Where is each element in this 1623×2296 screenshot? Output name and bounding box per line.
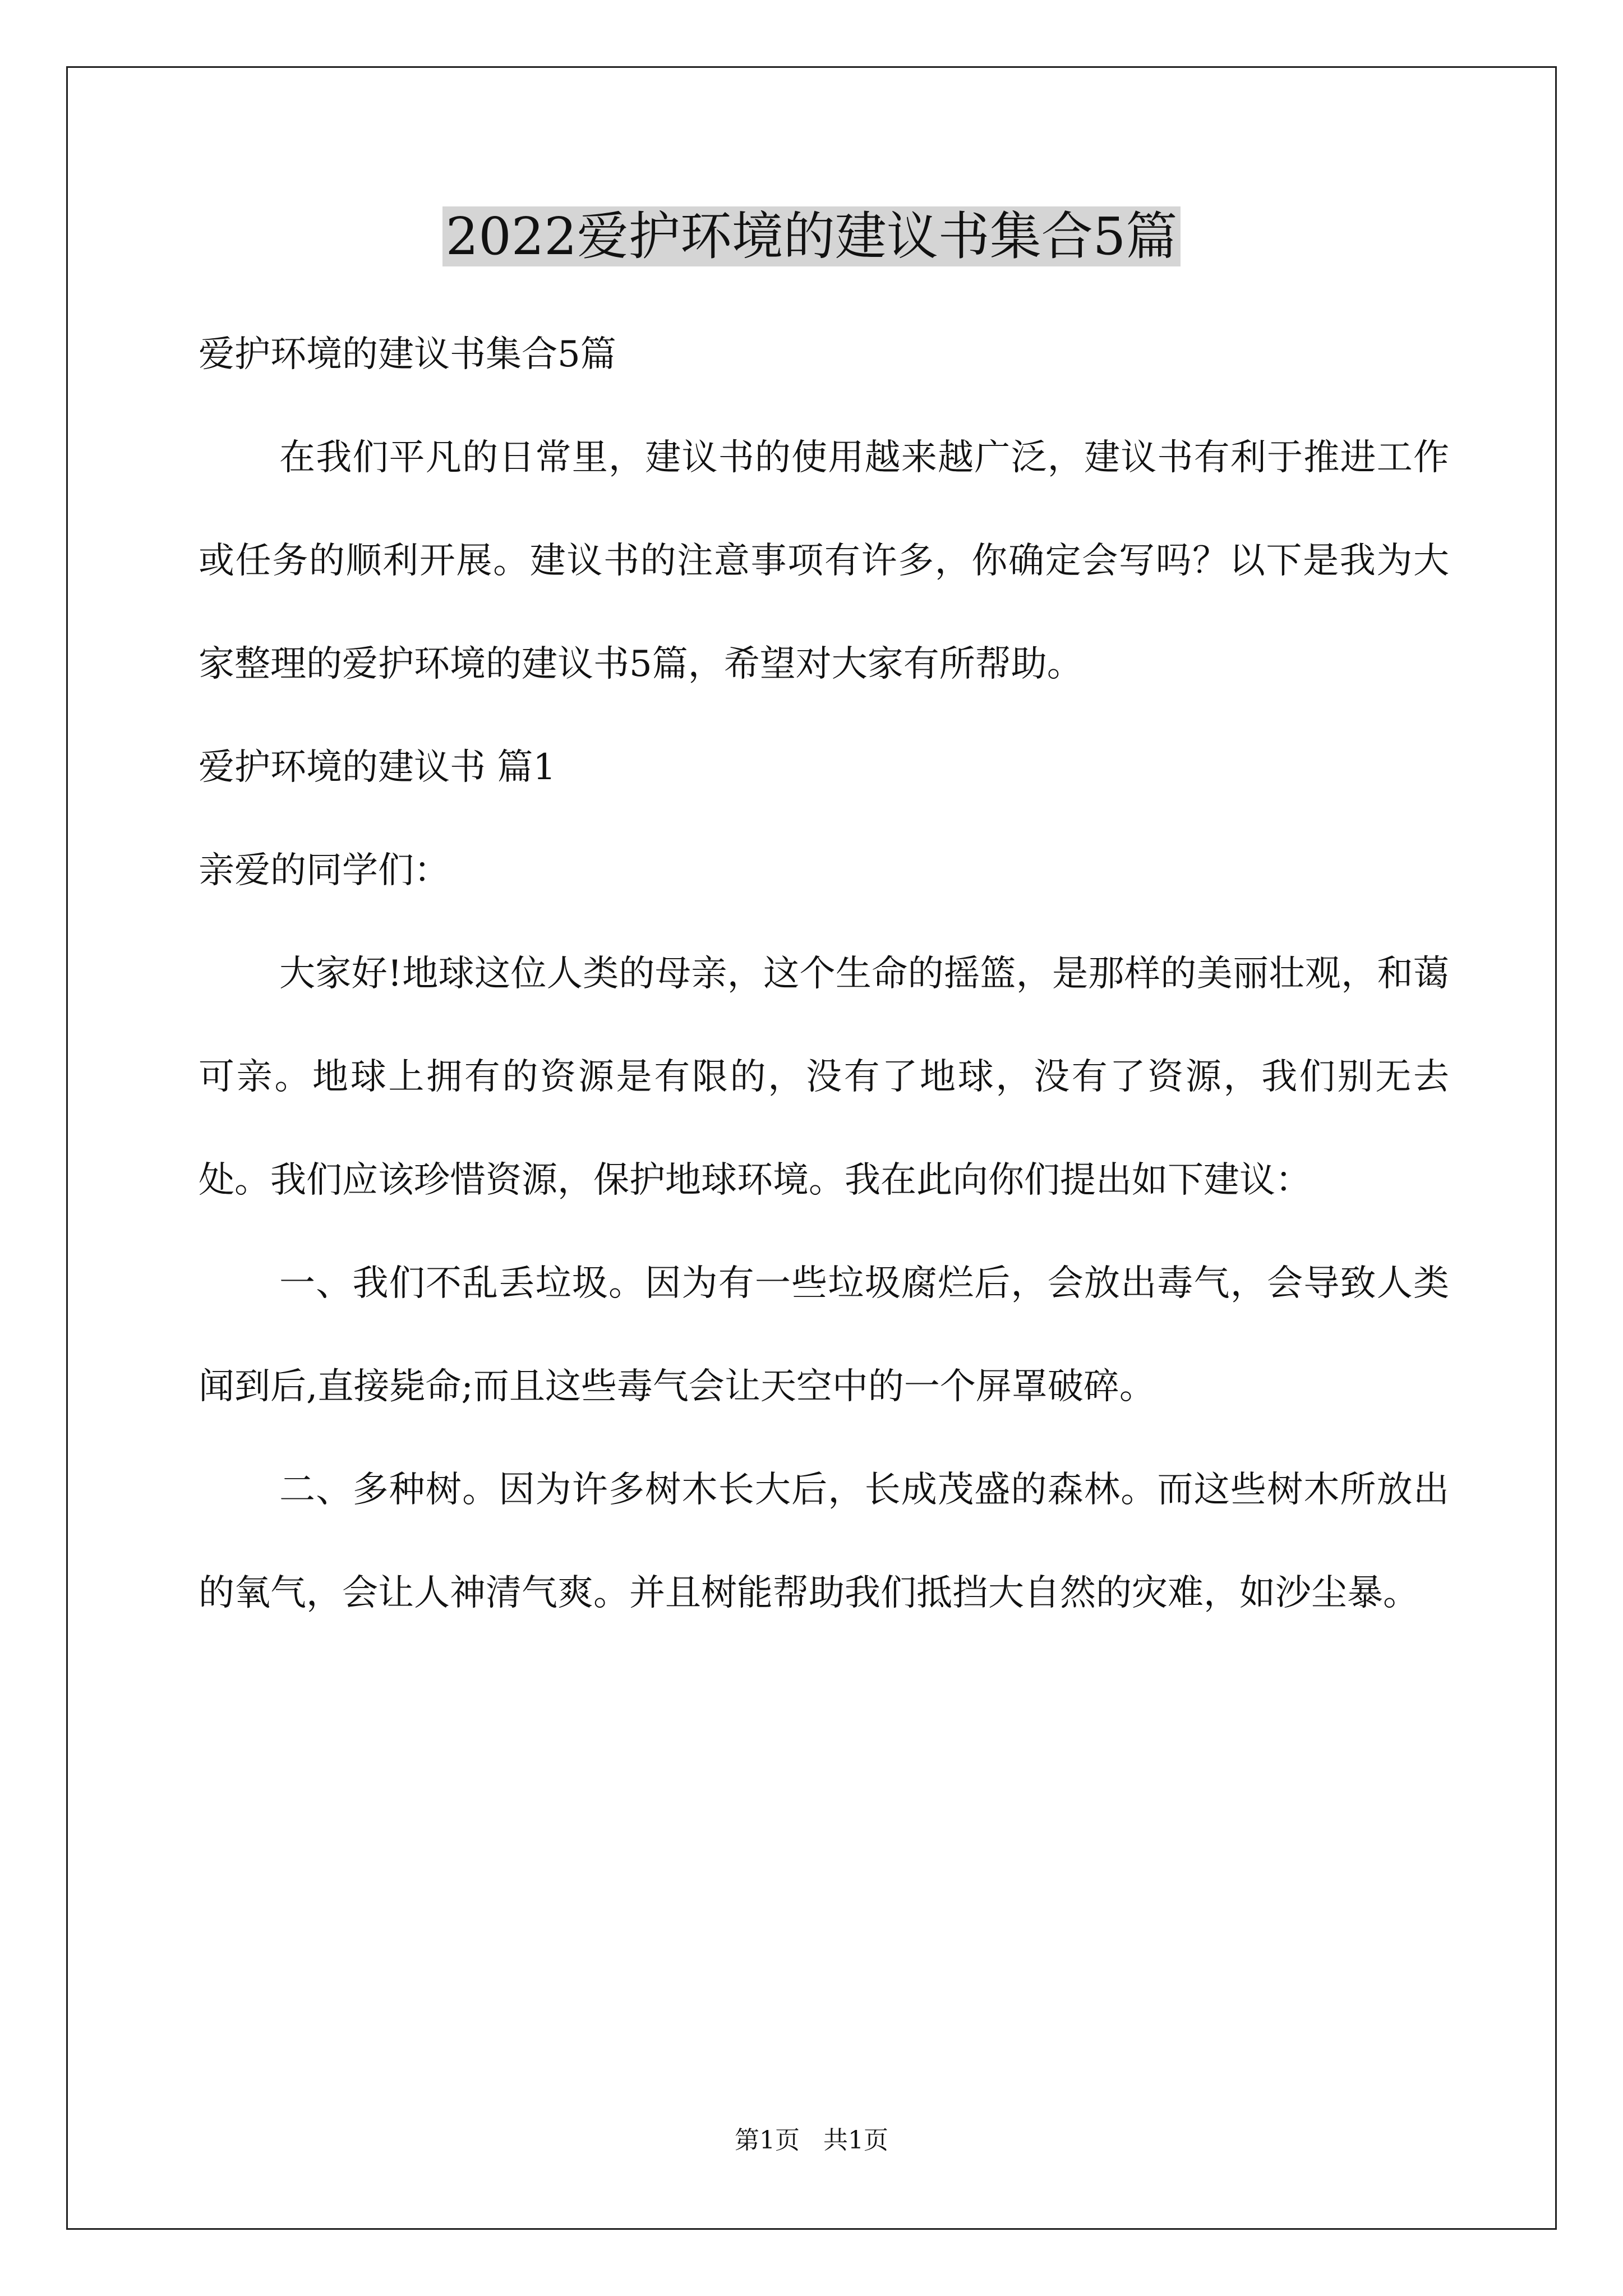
paragraph-suggestion-2: 二、多种树。因为许多树木长大后，长成茂盛的森林。而这些树木所放出的氧气，会让人神清气爽。并且树能帮助我们抵挡大自然的灾难，如沙尘暴。 bbox=[199, 1469, 1449, 1614]
paragraph-subtitle: 爱护环境的建议书集合5篇 bbox=[199, 334, 616, 375]
document-title-text: 2022爱护环境的建议书集合5篇 bbox=[442, 206, 1181, 266]
document-body bbox=[199, 303, 1449, 1645]
paragraph-suggestion-1: 一、我们不乱丢垃圾。因为有一些垃圾腐烂后，会放出毒气，会导致人类闻到后,直接毙命;而且这些毒气会让天空中的一个屏罩破碎。 bbox=[199, 1263, 1449, 1407]
paragraph-intro: 在我们平凡的日常里，建议书的使用越来越广泛，建议书有利于推进工作或任务的顺利开展。建议书的注意事项有许多，你确定会写吗？以下是我为大家整理的爱护环境的建议书5篇，希望对大家有所帮助。 bbox=[199, 437, 1449, 685]
page-footer: 第1页 共1页 bbox=[735, 2126, 888, 2155]
paragraph-body: 大家好!地球这位人类的母亲，这个生命的摇篮，是那样的美丽壮观，和蔼可亲。地球上拥有的资源是有限的，没有了地球，没有了资源，我们别无去处。我们应该珍惜资源，保护地球环境。我在此向你们提出如下建议： bbox=[199, 953, 1449, 1201]
paragraph-section-heading: 爱护环境的建议书 篇1 bbox=[199, 747, 556, 788]
document-title bbox=[0, 197, 1623, 276]
paragraph-salutation: 亲爱的同学们： bbox=[199, 850, 450, 891]
